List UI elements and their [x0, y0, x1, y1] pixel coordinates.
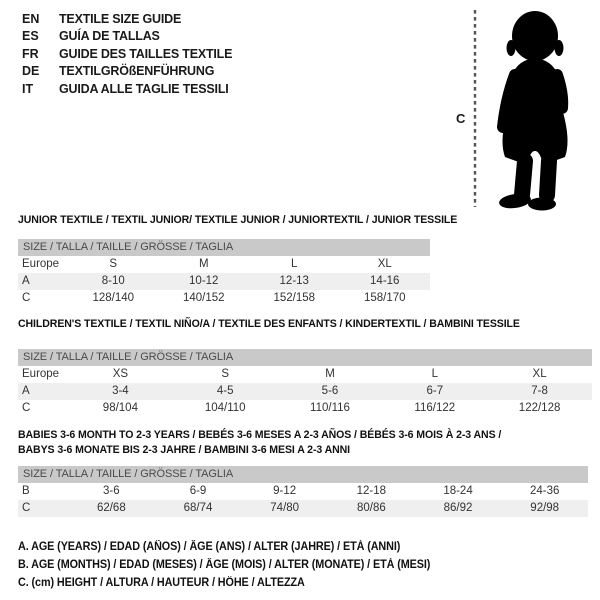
- size-header-bar: SIZE / TALLA / TAILLE / GRÖSSE / TAGLIA: [18, 239, 430, 256]
- age-cell: 12-18: [356, 485, 387, 497]
- height-label: C: [456, 111, 466, 126]
- height-cell: 74/80: [270, 502, 300, 514]
- row-label: C: [22, 402, 31, 414]
- row-label: Europe: [22, 258, 60, 270]
- table-row: [18, 290, 430, 307]
- age-cell: 9-12: [273, 485, 297, 497]
- row-label: A: [22, 385, 30, 397]
- size-cell: S: [221, 368, 230, 380]
- age-cell: 7-8: [531, 385, 548, 397]
- table-row: [18, 400, 592, 417]
- height-cell: 122/128: [518, 402, 561, 414]
- language-row: [22, 11, 232, 28]
- age-cell: 10-12: [189, 275, 219, 287]
- legend-line-c: C. (cm) HEIGHT / ALTURA / HAUTEUR / HÖHE / ALTEZZA: [18, 577, 305, 589]
- language-title: TEXTILGRÖßENFÜHRUNG: [59, 64, 215, 79]
- height-cell: 140/152: [182, 292, 225, 304]
- age-cell: 3-4: [112, 385, 129, 397]
- babies-textile-section: [18, 428, 588, 517]
- row-label: C: [22, 502, 31, 514]
- language-code: ES: [22, 29, 39, 44]
- row-label: B: [22, 485, 30, 497]
- section-title: JUNIOR TEXTILE / TEXTIL JUNIOR/ TEXTILE JUNIOR / JUNIORTEXTIL / JUNIOR TESSILE: [18, 214, 458, 226]
- table-row: [18, 273, 430, 290]
- size-cell: S: [109, 258, 118, 270]
- height-cell: 86/92: [443, 502, 473, 514]
- language-title: GUIDA ALLE TAGLIE TESSILI: [59, 81, 229, 96]
- table-row: [18, 366, 592, 383]
- height-cell: 104/110: [204, 402, 246, 414]
- size-cell: M: [325, 368, 335, 380]
- language-title: GUIDE DES TAILLES TEXTILE: [59, 46, 233, 61]
- language-code: EN: [22, 12, 40, 26]
- table-row: [18, 500, 588, 517]
- height-cell: 110/116: [310, 402, 350, 414]
- language-title: TEXTILE SIZE GUIDE: [59, 12, 182, 26]
- size-cell: M: [198, 258, 209, 270]
- row-label: C: [22, 292, 31, 304]
- junior-textile-section: [18, 213, 458, 307]
- language-row: [22, 46, 232, 63]
- section-title-line2: BABYS 3-6 MONATE BIS 2-3 JAHRE / BAMBINI 3-6 MESI A 2-3 ANNI: [18, 444, 351, 456]
- age-cell: 4-5: [216, 385, 234, 397]
- baby-height-figure: [452, 3, 598, 215]
- language-list: [22, 11, 232, 98]
- language-code: DE: [22, 64, 40, 79]
- language-code: IT: [22, 81, 34, 96]
- legend-line-a: A. AGE (YEARS) / EDAD (AÑOS) / ÂGE (ANS) / ALTER (JAHRE) / ETÀ (ANNI): [18, 541, 401, 553]
- age-cell: 5-6: [321, 385, 339, 397]
- size-cell: XL: [377, 258, 392, 270]
- language-code: FR: [22, 46, 39, 61]
- size-cell: XL: [532, 368, 547, 380]
- height-cell: 116/122: [414, 402, 456, 414]
- height-cell: 158/170: [363, 292, 406, 304]
- language-title: GUÍA DE TALLAS: [59, 29, 160, 44]
- height-cell: 152/158: [273, 292, 316, 304]
- age-cell: 6-7: [426, 385, 444, 397]
- measure-legend: [18, 538, 457, 592]
- size-header-bar: SIZE / TALLA / TAILLE / GRÖSSE / TAGLIA: [18, 466, 588, 483]
- row-label: Europe: [22, 368, 60, 380]
- row-label: A: [22, 275, 30, 287]
- height-cell: 80/86: [356, 502, 386, 514]
- height-cell: 62/68: [96, 502, 126, 514]
- language-row: [22, 81, 232, 98]
- age-cell: 3-6: [103, 485, 120, 497]
- height-cell: 92/98: [530, 502, 560, 514]
- section-title: BABIES 3-6 MONTH TO 2-3 YEARS / BEBÉS 3-6 MESES A 2-3 AÑOS / BÉBÉS 3-6 MOIS À 2-3 ANS /: [18, 429, 502, 441]
- height-cell: 128/140: [92, 292, 135, 304]
- table-row: [18, 383, 592, 400]
- baby-silhouette-icon: [498, 11, 567, 211]
- age-cell: 18-24: [443, 485, 473, 497]
- size-cell: XS: [112, 368, 129, 380]
- size-cell: L: [291, 258, 298, 270]
- age-cell: 24-36: [529, 485, 560, 497]
- age-cell: 8-10: [101, 275, 125, 287]
- height-cell: 98/104: [102, 402, 138, 414]
- language-row: [22, 28, 232, 45]
- height-cell: 68/74: [183, 502, 213, 514]
- age-cell: 12-13: [279, 275, 309, 287]
- language-row: [22, 63, 232, 80]
- table-row: [18, 256, 430, 273]
- section-title: CHILDREN'S TEXTILE / TEXTIL NIÑO/A / TEXTILE DES ENFANTS / KINDERTEXTIL / BAMBINI TESSILE: [18, 318, 520, 330]
- table-row: [18, 483, 588, 500]
- age-cell: 14-16: [370, 275, 400, 287]
- legend-line-b: B. AGE (MONTHS) / EDAD (MESES) / ÂGE (MOIS) / ALTER (MONATE) / ETÀ (MESI): [18, 559, 431, 571]
- children-textile-section: [18, 317, 592, 417]
- size-header-bar: SIZE / TALLA / TAILLE / GRÖSSE / TAGLIA: [18, 349, 592, 366]
- age-cell: 6-9: [189, 485, 207, 497]
- size-cell: L: [431, 368, 438, 380]
